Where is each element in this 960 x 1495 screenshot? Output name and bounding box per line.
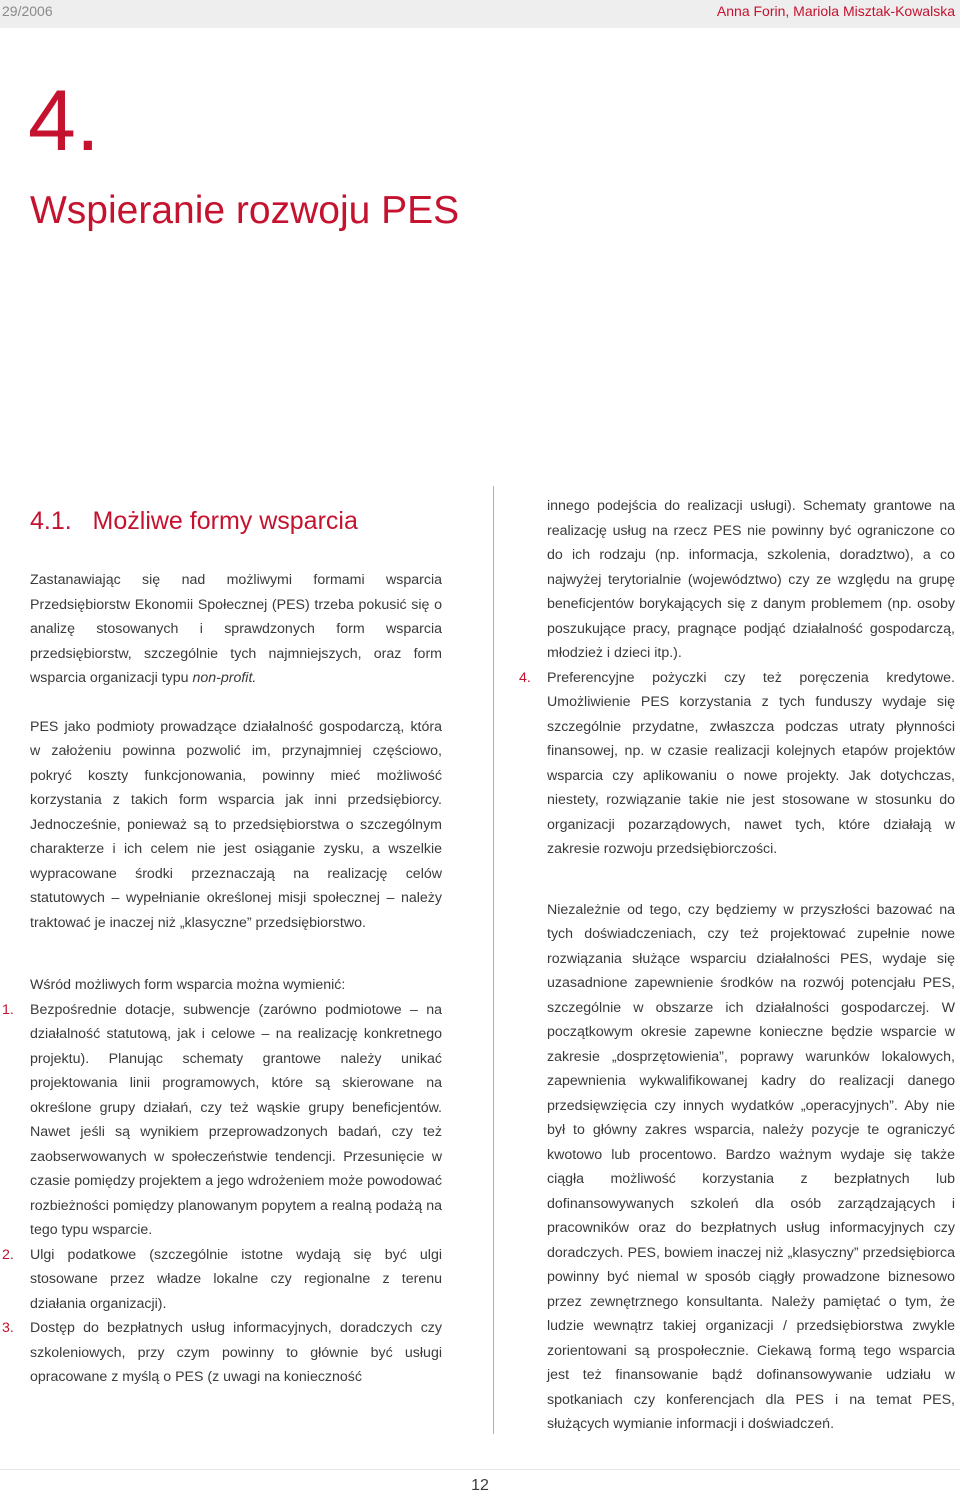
italic-term: non-profit. — [192, 670, 257, 686]
running-header — [0, 0, 960, 28]
footer-rule — [0, 1469, 960, 1470]
chapter-title: Wspieranie rozwoju PES — [30, 189, 460, 232]
list-intro: Wśród możliwych form wsparcia można wymienić: — [30, 977, 346, 993]
paragraph — [30, 568, 442, 691]
issue-number: 29/2006 — [2, 3, 53, 19]
right-column — [519, 494, 955, 1437]
list-item-text: Ulgi podatkowe (szczególnie istotne wydają się być ulgi stosowane przez władze lokalne czy regionalne z terenu działania organizacji). — [30, 1246, 442, 1312]
list-number: 2. — [2, 1246, 14, 1263]
paragraph: PES jako podmioty prowadzące działalność gospodarczą, która w założeniu powinna pozwolić im, przynajmniej częściowo, pokryć koszty funkcjonowania, powinny mieć możliwość korzystania z takich form wsparcia jak inni przedsiębiorcy. Jednocześnie, ponieważ są to przedsiębiorstwa o szczególnym charakterze i ich celem nie jest osiąganie zysku, a wszelkie wypracowane środki przeznaczają na realizację celów statutowych – wypełnianie określonej misji społecznej – należy traktować je inaczej niż „klasyczne” przedsiębiorstwo. — [30, 718, 442, 931]
paragraph-text: Zastanawiając się nad możliwymi formami wsparcia Przedsiębiorstw Ekonomii Społecznej (PES) trzeba pokusić się o analizę stosowanych i sprawdzonych form wsparcia przedsiębiorstw, szczególnie tych najmniejszych, oraz form wsparcia organizacji typu — [30, 572, 442, 686]
page-number: 12 — [471, 1477, 489, 1494]
list-number: 3. — [2, 1320, 14, 1336]
support-forms-list-cont — [519, 666, 955, 862]
list-item — [2, 1316, 442, 1390]
list-item-text: Dostęp do bezpłatnych usług informacyjnych, doradczych czy szkoleniowych, przy czym powinny to głównie być usługi opracowane z myślą o PES (z uwagi na konieczność — [30, 1320, 442, 1385]
paragraph: Niezależnie od tego, czy będziemy w przyszłości bazować na tych doświadczeniach, czy też projektować zupełnie nowe rozwiązania służące wsparciu działalności PES, wydaje się uzasadnione zapewnienie środków na rozwój potencjału PES, szczególnie w obszarze ich działalności gospodarczej. W początkowym okresie zapewne konieczne będzie wsparcie w zakresie „dosprzętowienia”, poprawy warunków lokalowych, zapewnienia wykwalifikowanej kadry do realizacji danego przedsięwzięcia czy innych wydatków „operacyjnych”. Aby nie był to główny zakres wsparcia, należy pozycje te ograniczyć kwotowo lub procentowo. Bardzo ważnym wydaje się także ciągła możliwość korzystania z bezpłatnych lub dofinansowywanych szkoleń dla osób zarządzających i pracowników oraz do bezpłatnych usług informacyjnych czy doradczych. PES, bowiem inaczej niż „klasyczny” przedsiębiorca powinny być niemal w sposób ciągły prowadzone biznesowo przez zewnętrznego konsultanta. Należy pamiętać o tym, że ludzie wewnątrz takiej organizacji / przedsiębiorstwa zwykle zorientowani są prospołecznie. Ciekawą formą tego wsparcia jest też finansowanie bądź dofinansowywanie udziału w spotkaniach czy konferencjach dla PES i na temat PES, służących wymianie informacji i doświadczeń. — [547, 901, 955, 1432]
list-item-text: Preferencyjne pożyczki czy też poręczenia kredytowe. Umożliwienie PES korzystania z tych funduszy wydaje się szczególnie przydatne, zwłaszcza podczas utraty płynności finansowej, np. w czasie realizacji kolejnych etapów projektów wsparcia czy aplikowaniu o nowe projekty. Jak dotychczas, niestety, rozwiązanie takie nie jest stosowane w stosunku do organizacji pozarządowych, nawet tych, które działają w zakresie rozwoju przedsiębiorczości. — [547, 669, 955, 857]
section-heading: 4.1. Możliwe formy wsparcia — [30, 507, 358, 535]
chapter-number: 4. — [28, 73, 100, 169]
left-column — [2, 568, 442, 1390]
list-number: 4. — [519, 669, 531, 686]
list-item — [519, 666, 955, 862]
list-item-text: Bezpośrednie dotacje, subwencje (zarówno podmiotowe – na działalność statutową, jak i celowe – na realizację konkretnego projektu). Planując schematy grantowe należy unikać projektowania linii programowych, które są skierowane na określone grupy działań, czy też wąskie grupy beneficjentów. Nawet jeśli są wynikiem przeprowadzonych badań, czy też zaobserwowanych w społeczeństwie tendencji. Przesunięcie w czasie pomiędzy projektem a jego wdrożeniem może powodować rozbieżności pomiędzy planowanym popytem a realną podażą na tego typu wsparcie. — [30, 1001, 442, 1238]
column-divider — [493, 486, 494, 1434]
support-forms-list — [2, 998, 442, 1390]
list-item — [2, 998, 442, 1243]
list-item-continuation: innego podejścia do realizacji usługi). Schematy grantowe na realizację usług na rzecz PES nie powinny być ograniczone co do ich rodzaju (np. informacja, szkolenia, doradztwo), a co najwyżej terytorialnie (województwo) czy ze względu na grupę beneficjentów borykających się z danym problemem (np. osoby poszukujące pracy, pragnące podjąć działalność gospodarczą, młodzież i dzieci itp.). — [547, 498, 955, 661]
list-item — [2, 1243, 442, 1317]
list-number: 1. — [2, 1001, 14, 1018]
authors: Anna Forin, Mariola Misztak-Kowalska — [716, 3, 955, 19]
